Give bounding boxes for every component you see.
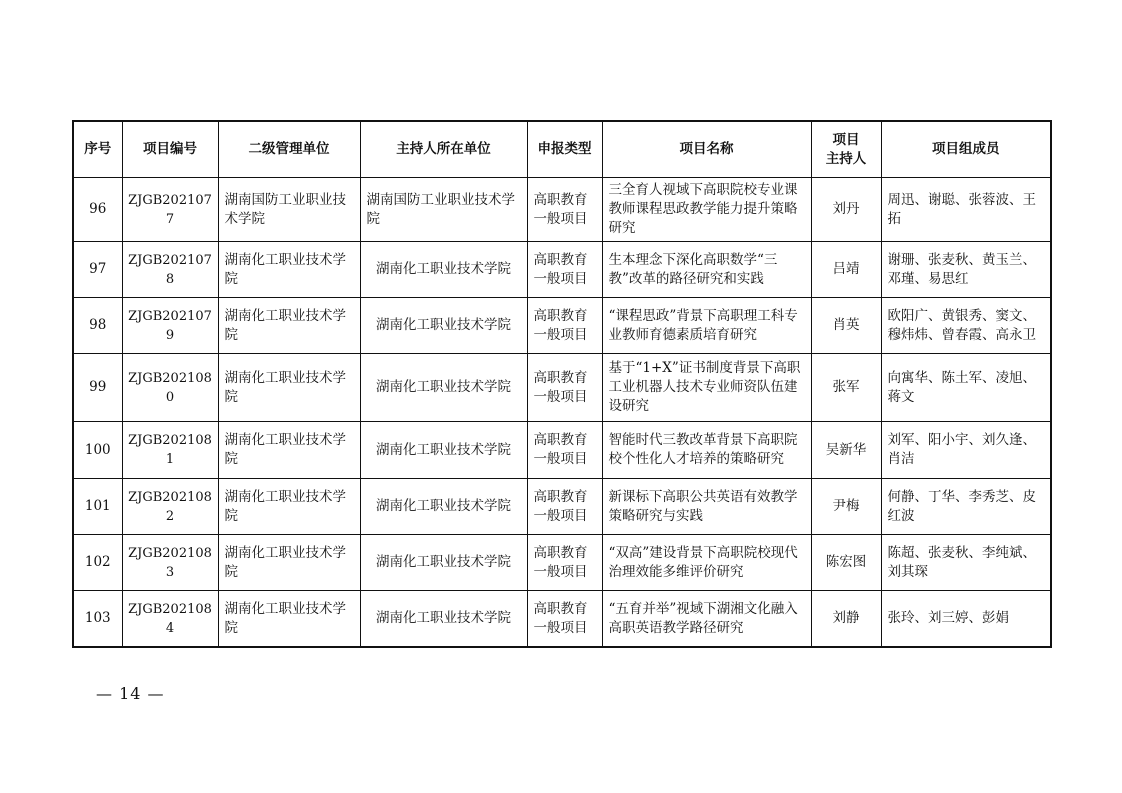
cell-admin-unit: 湖南化工职业技术学院 bbox=[218, 535, 360, 591]
cell-members: 周迅、谢聪、张蓉波、王拓 bbox=[881, 178, 1051, 242]
cell-members: 何静、丁华、李秀芝、皮红波 bbox=[881, 479, 1051, 535]
cell-host-unit: 湖南化工职业技术学院 bbox=[360, 298, 527, 354]
cell-members: 向寓华、陈土军、凌旭、蒋文 bbox=[881, 354, 1051, 422]
cell-seq: 97 bbox=[73, 242, 122, 298]
cell-name: 智能时代三教改革背景下高职院校个性化人才培养的策略研究 bbox=[602, 422, 811, 479]
cell-type: 高职教育一般项目 bbox=[527, 479, 602, 535]
cell-code: ZJGB2021082 bbox=[122, 479, 218, 535]
cell-seq: 96 bbox=[73, 178, 122, 242]
table-row bbox=[73, 354, 1051, 422]
cell-host: 刘丹 bbox=[811, 178, 881, 242]
cell-type: 高职教育一般项目 bbox=[527, 422, 602, 479]
table-row bbox=[73, 591, 1051, 648]
header-code: 项目编号 bbox=[122, 121, 218, 178]
header-seq: 序号 bbox=[73, 121, 122, 178]
cell-name: “课程思政”背景下高职理工科专业教师育德素质培育研究 bbox=[602, 298, 811, 354]
cell-host-unit: 湖南化工职业技术学院 bbox=[360, 535, 527, 591]
page-number: — 14 — bbox=[96, 684, 165, 703]
cell-members: 刘军、阳小宇、刘久逢、肖洁 bbox=[881, 422, 1051, 479]
cell-seq: 99 bbox=[73, 354, 122, 422]
cell-members: 张玲、刘三婷、彭娟 bbox=[881, 591, 1051, 648]
cell-seq: 101 bbox=[73, 479, 122, 535]
cell-name: 基于“1+X”证书制度背景下高职工业机器人技术专业师资队伍建设研究 bbox=[602, 354, 811, 422]
cell-code: ZJGB2021078 bbox=[122, 242, 218, 298]
table-row bbox=[73, 298, 1051, 354]
cell-host: 肖英 bbox=[811, 298, 881, 354]
header-host: 项目 主持人 bbox=[811, 121, 881, 178]
cell-type: 高职教育一般项目 bbox=[527, 242, 602, 298]
cell-type: 高职教育一般项目 bbox=[527, 535, 602, 591]
cell-host-unit: 湖南化工职业技术学院 bbox=[360, 422, 527, 479]
table-header-row bbox=[73, 121, 1051, 178]
cell-name: “五育并举”视域下湖湘文化融入高职英语教学路径研究 bbox=[602, 591, 811, 648]
cell-members: 谢珊、张麦秋、黄玉兰、邓瑾、易思红 bbox=[881, 242, 1051, 298]
cell-admin-unit: 湖南化工职业技术学院 bbox=[218, 422, 360, 479]
cell-host: 吴新华 bbox=[811, 422, 881, 479]
cell-admin-unit: 湖南化工职业技术学院 bbox=[218, 591, 360, 648]
cell-host: 尹梅 bbox=[811, 479, 881, 535]
header-type: 申报类型 bbox=[527, 121, 602, 178]
cell-host-unit: 湖南化工职业技术学院 bbox=[360, 354, 527, 422]
cell-seq: 100 bbox=[73, 422, 122, 479]
table-row bbox=[73, 242, 1051, 298]
cell-code: ZJGB2021080 bbox=[122, 354, 218, 422]
header-host-unit: 主持人所在单位 bbox=[360, 121, 527, 178]
table-row bbox=[73, 422, 1051, 479]
cell-members: 欧阳广、黄银秀、窦文、穆炜炜、曾春霞、高永卫 bbox=[881, 298, 1051, 354]
cell-code: ZJGB2021079 bbox=[122, 298, 218, 354]
cell-name: 生本理念下深化高职数学“三教”改革的路径研究和实践 bbox=[602, 242, 811, 298]
table-row bbox=[73, 178, 1051, 242]
header-admin-unit: 二级管理单位 bbox=[218, 121, 360, 178]
cell-type: 高职教育一般项目 bbox=[527, 178, 602, 242]
cell-host-unit: 湖南国防工业职业技术学院 bbox=[360, 178, 527, 242]
cell-code: ZJGB2021081 bbox=[122, 422, 218, 479]
cell-seq: 102 bbox=[73, 535, 122, 591]
cell-seq: 98 bbox=[73, 298, 122, 354]
cell-host-unit: 湖南化工职业技术学院 bbox=[360, 591, 527, 648]
cell-admin-unit: 湖南化工职业技术学院 bbox=[218, 242, 360, 298]
cell-seq: 103 bbox=[73, 591, 122, 648]
cell-host: 陈宏图 bbox=[811, 535, 881, 591]
table-row bbox=[73, 479, 1051, 535]
header-members: 项目组成员 bbox=[881, 121, 1051, 178]
cell-name: 三全育人视域下高职院校专业课教师课程思政教学能力提升策略研究 bbox=[602, 178, 811, 242]
table-row bbox=[73, 535, 1051, 591]
cell-admin-unit: 湖南化工职业技术学院 bbox=[218, 298, 360, 354]
cell-host: 张军 bbox=[811, 354, 881, 422]
cell-name: “双高”建设背景下高职院校现代治理效能多维评价研究 bbox=[602, 535, 811, 591]
cell-type: 高职教育一般项目 bbox=[527, 298, 602, 354]
cell-admin-unit: 湖南化工职业技术学院 bbox=[218, 354, 360, 422]
cell-host: 吕靖 bbox=[811, 242, 881, 298]
cell-code: ZJGB2021084 bbox=[122, 591, 218, 648]
project-table bbox=[72, 120, 1052, 648]
cell-admin-unit: 湖南国防工业职业技术学院 bbox=[218, 178, 360, 242]
cell-host: 刘静 bbox=[811, 591, 881, 648]
header-name: 项目名称 bbox=[602, 121, 811, 178]
cell-host-unit: 湖南化工职业技术学院 bbox=[360, 479, 527, 535]
cell-type: 高职教育一般项目 bbox=[527, 591, 602, 648]
cell-code: ZJGB2021083 bbox=[122, 535, 218, 591]
cell-name: 新课标下高职公共英语有效教学策略研究与实践 bbox=[602, 479, 811, 535]
cell-host-unit: 湖南化工职业技术学院 bbox=[360, 242, 527, 298]
cell-admin-unit: 湖南化工职业技术学院 bbox=[218, 479, 360, 535]
cell-code: ZJGB2021077 bbox=[122, 178, 218, 242]
cell-type: 高职教育一般项目 bbox=[527, 354, 602, 422]
cell-members: 陈超、张麦秋、李纯斌、刘其琛 bbox=[881, 535, 1051, 591]
project-table-container bbox=[72, 120, 1050, 648]
